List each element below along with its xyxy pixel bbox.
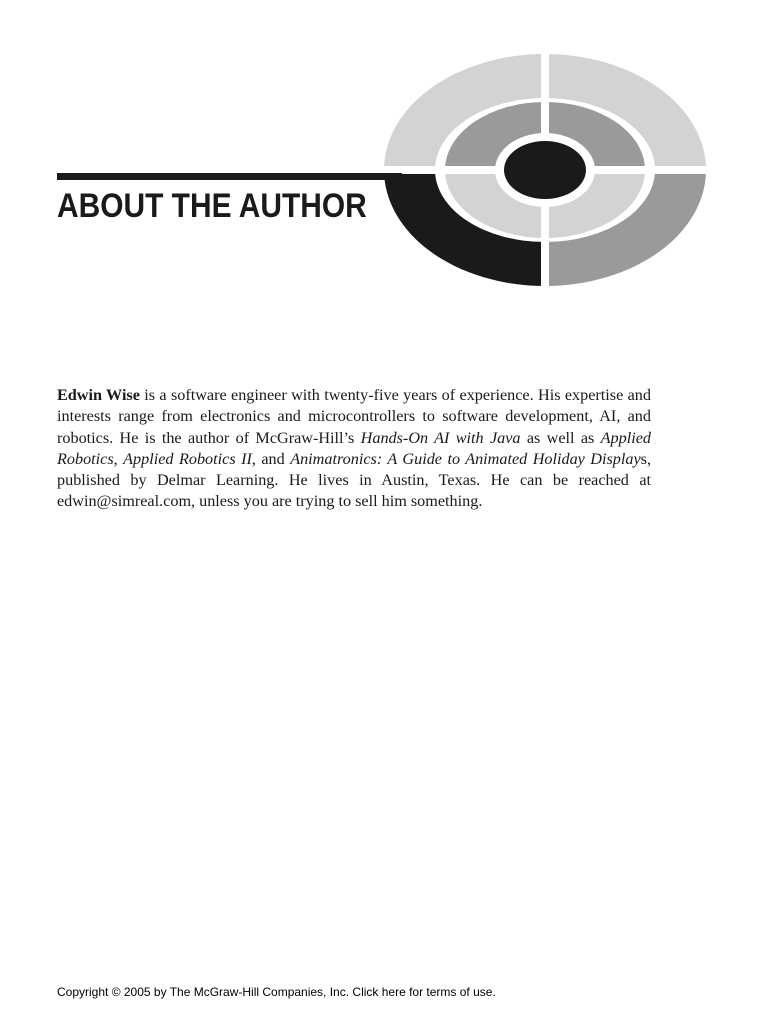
bio-text-3: , — [113, 449, 124, 468]
book-title-hands-on-ai: Hands-On AI with Java — [360, 428, 521, 447]
book-title-applied-robotics: Applied Robotics — [57, 428, 652, 468]
emblem-center — [504, 141, 586, 199]
author-name: Edwin Wise — [57, 386, 140, 404]
bio-text-2: as well as — [520, 428, 601, 447]
copyright-text: Copyright © 2005 by The McGraw-Hill Companies, Inc. — [57, 985, 353, 999]
bio-text-1: is a software engineer with twenty-five years of experience. His expertise and interests range from electronics and microcontrollers to software development, AI, and robotics. He is the author of McGraw-Hill’s — [57, 386, 651, 447]
author-bio — [57, 385, 651, 513]
terms-of-use-link[interactable]: Click here for terms of use. — [352, 985, 496, 999]
book-title-applied-robotics-ii: Applied Robotics II — [123, 449, 252, 468]
page-title: ABOUT THE AUTHOR — [57, 187, 367, 225]
bio-text-5: s, published by Delmar Learning. He lives in Austin, Texas. He can be reached at edwin@simreal.com, unless you are trying to sell him something. — [57, 449, 652, 511]
copyright-footer — [57, 984, 496, 1000]
bio-text-4: , and — [251, 449, 291, 468]
chapter-emblem — [0, 0, 762, 320]
heading-rule — [57, 173, 402, 180]
book-title-animatronics: Animatronics: A Guide to Animated Holiday Display — [290, 449, 641, 468]
